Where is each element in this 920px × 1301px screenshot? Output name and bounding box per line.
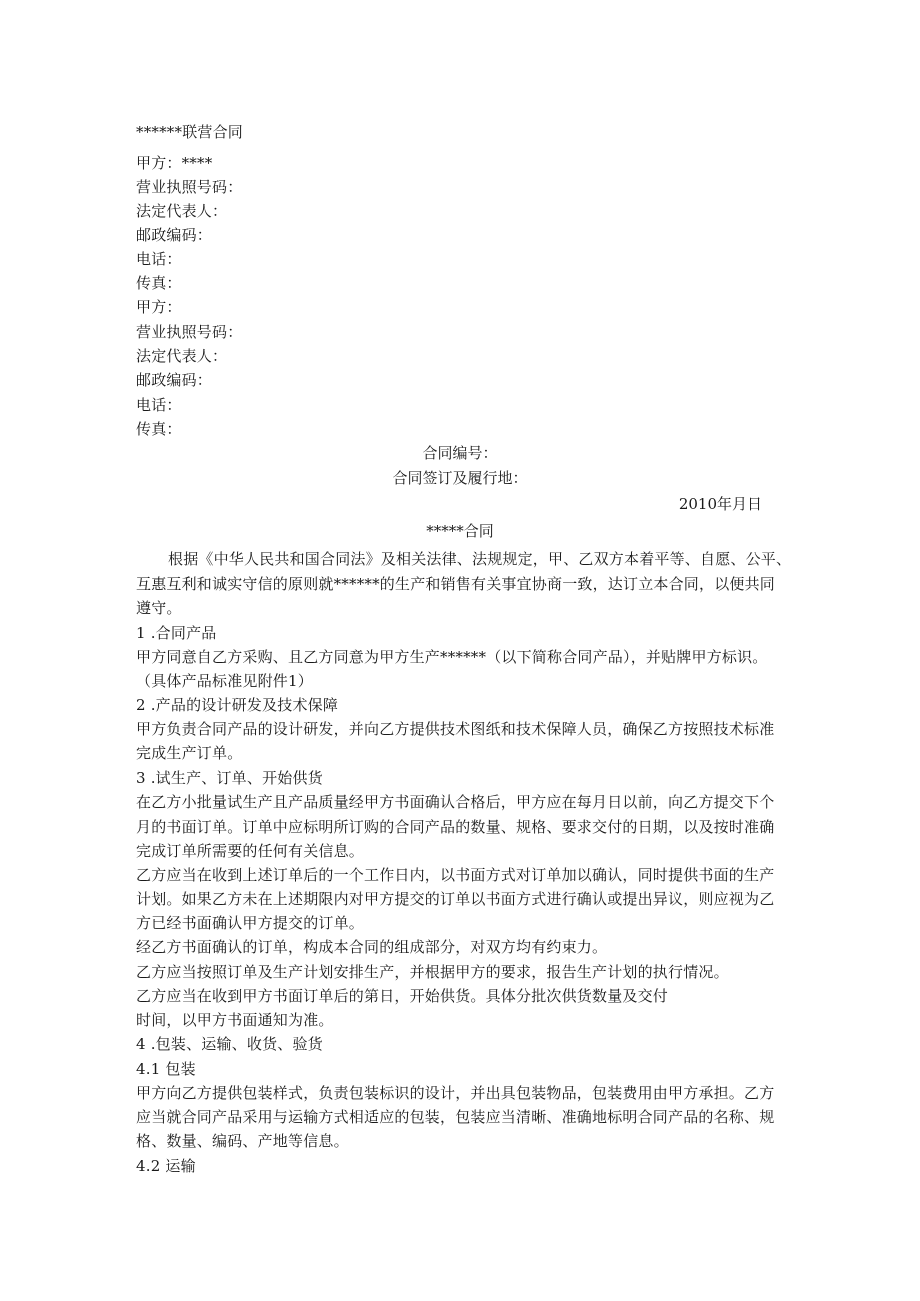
body-line: 遵守。: [136, 599, 182, 617]
subsection-heading: 4.2 运输: [136, 1157, 196, 1175]
body-line: （具体产品标准见附件1）: [136, 672, 313, 690]
body-line: 甲方负责合同产品的设计研发，并向乙方提供技术图纸和技术保障人员，确保乙方按照技术标准: [136, 720, 775, 738]
section-heading: 2 .产品的设计研发及技术保障: [136, 696, 339, 714]
body-line: 乙方应当在收到甲方书面订单后的第日，开始供货。具体分批次供货数量及交付: [136, 987, 669, 1005]
body-line: 应当就合同产品采用与运输方式相适应的包装，包装应当清晰、准确地标明合同产品的名称、规: [136, 1108, 775, 1126]
subsection-heading: 4.1 包装: [136, 1060, 196, 1078]
party-a-postal: 邮政编码：: [136, 226, 213, 244]
body-line: 月的书面订单。订单中应标明所订购的合同产品的数量、规格、要求交付的日期，以及按时准确: [136, 818, 775, 836]
body-line: 在乙方小批量试生产且产品质量经甲方书面确认合格后，甲方应在每月日以前，向乙方提交下个: [136, 793, 775, 811]
body-line: 互惠互利和诚实守信的原则就******的生产和销售有关事宜协商一致，达订立本合同，以便共同: [136, 575, 776, 593]
party-b-name: 甲方：: [136, 298, 182, 316]
contract-title: ******联营合同: [136, 123, 244, 141]
section-heading: 1 .合同产品: [136, 624, 217, 642]
contract-subtitle: *****合同: [426, 522, 494, 540]
body-line: 甲方同意自乙方采购、且乙方同意为甲方生产******（以下简称合同产品），并贴牌甲方标识。: [136, 648, 768, 666]
body-line: 时间，以甲方书面通知为准。: [136, 1011, 334, 1029]
party-a-fax: 传真：: [136, 274, 182, 292]
party-b-license: 营业执照号码：: [136, 323, 243, 341]
body-line: 根据《中华人民共和国合同法》及相关法律、法规规定，甲、乙双方本着平等、自愿、公平、: [168, 550, 792, 568]
party-b-rep: 法定代表人：: [136, 347, 228, 365]
section-heading: 4 .包装、运输、收货、验货: [136, 1035, 323, 1053]
body-line: 乙方应当在收到上述订单后的一个工作日内，以书面方式对订单加以确认，同时提供书面的生产: [136, 866, 775, 884]
body-line: 方已经书面确认甲方提交的订单。: [136, 914, 365, 932]
party-a-rep: 法定代表人：: [136, 202, 228, 220]
party-b-fax: 传真：: [136, 420, 182, 438]
contract-number: 合同编号：: [422, 444, 498, 462]
sign-place: 合同签订及履行地：: [392, 469, 528, 487]
party-b-postal: 邮政编码：: [136, 371, 213, 389]
body-line: 完成生产订单。: [136, 744, 243, 762]
section-heading: 3 .试生产、订单、开始供货: [136, 769, 323, 787]
party-a-name: 甲方：****: [136, 154, 213, 172]
body-line: 甲方向乙方提供包装样式，负责包装标识的设计，并出具包装物品，包装费用由甲方承担。乙方: [136, 1084, 775, 1102]
party-b-phone: 电话：: [136, 396, 182, 414]
body-line: 完成订单所需要的任何有关信息。: [136, 842, 365, 860]
body-line: 经乙方书面确认的订单，构成本合同的组成部分，对双方均有约束力。: [136, 938, 608, 956]
body-line: 格、数量、编码、产地等信息。: [136, 1132, 349, 1150]
body-line: 乙方应当按照订单及生产计划安排生产，并根据甲方的要求，报告生产计划的执行情况。: [136, 963, 729, 981]
body-line: 计划。如果乙方未在上述期限内对甲方提交的订单以书面方式进行确认或提出异议，则应视为乙: [136, 890, 775, 908]
contract-date: 2010年月日: [678, 495, 762, 513]
party-a-license: 营业执照号码：: [136, 178, 243, 196]
party-a-phone: 电话：: [136, 250, 182, 268]
